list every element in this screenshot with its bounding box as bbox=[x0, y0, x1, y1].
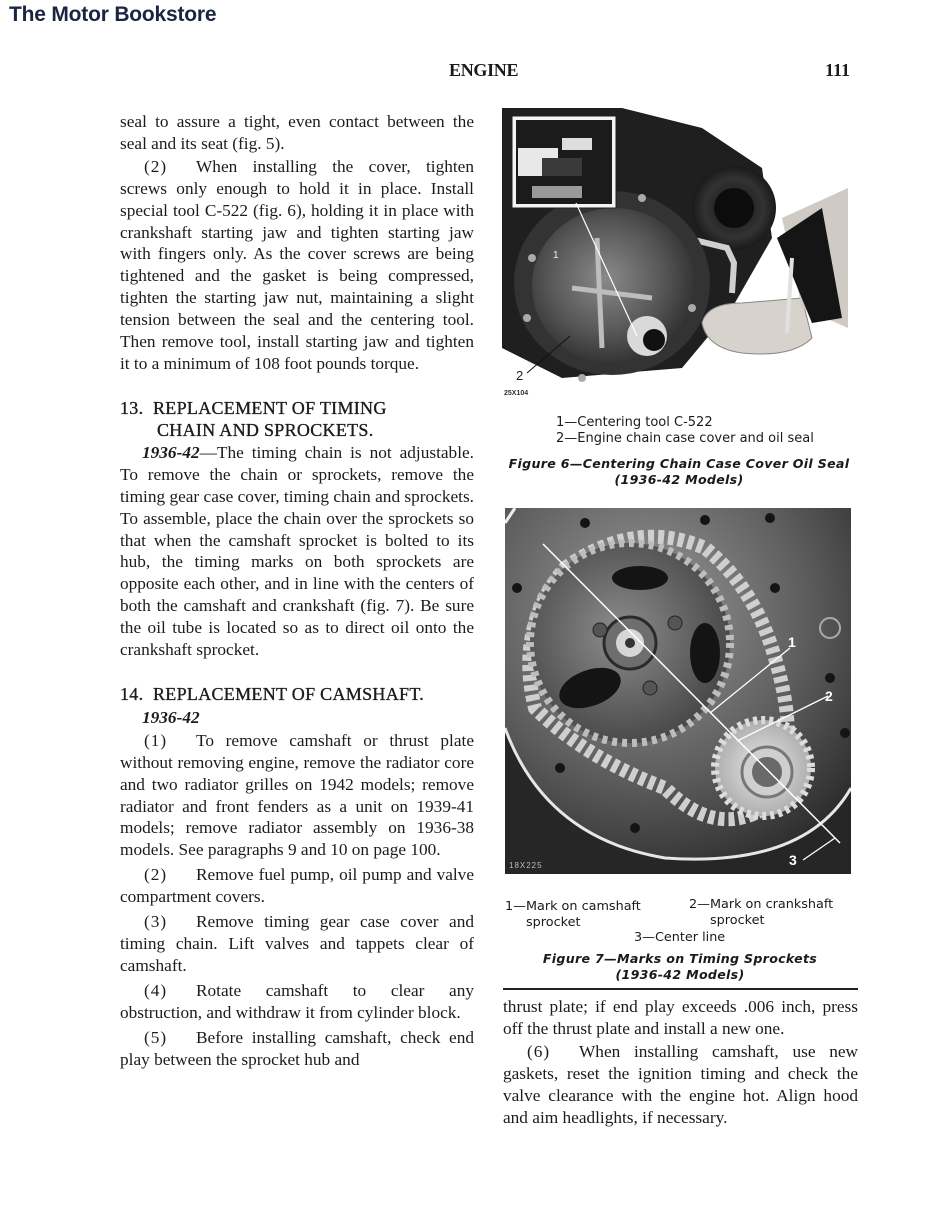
figure-7-photo bbox=[505, 508, 851, 874]
section-14-step-3: (3) Remove timing gear case cover and timing chain. Lift valves and tappets clear of camshaft. bbox=[120, 912, 474, 975]
section-14-heading: 14. REPLACEMENT OF CAMSHAFT. bbox=[120, 683, 425, 704]
figure-7-legend-item-3: 3—Center line bbox=[634, 930, 726, 945]
legend-item-2: 2—Engine chain case cover and oil seal bbox=[556, 431, 814, 446]
figure-7-legend-item-2: 2—Mark on crankshaft sprocket bbox=[689, 897, 834, 928]
timing-sprockets-illustration bbox=[505, 508, 851, 874]
section-14-years: 1936-42 bbox=[142, 707, 200, 727]
figure-6-caption: Figure 6—Centering Chain Case Cover Oil Seal (1936-42 Models) bbox=[508, 456, 850, 487]
legend-item-1: 1—Centering tool C-522 bbox=[556, 415, 713, 430]
site-title: The Motor Bookstore bbox=[9, 3, 217, 26]
engine-cover-photo bbox=[502, 108, 848, 398]
timing-sprockets-photo bbox=[505, 508, 851, 874]
paragraph-step-5-continued: thrust plate; if end play exceeds .006 inch, press off the thrust plate and install a new one. bbox=[503, 997, 858, 1038]
figure-7-legend-item-1: 1—Mark on camshaft sprocket bbox=[505, 899, 641, 930]
section-13-heading-line1: 13. REPLACEMENT OF TIMING bbox=[120, 397, 387, 418]
figure-divider-rule bbox=[503, 988, 858, 990]
section-14-step-1: (1) To remove camshaft or thrust plate without removing engine, remove the radiator core and two radiator grilles on 1942 models; remove radiator and front fenders as a unit on 1939-41 models; remove radiator assembly on 1936-38 models. See paragraphs 9 and 10 on page 100. bbox=[120, 730, 474, 860]
plate-code: 18X225 bbox=[509, 861, 543, 870]
page-number: 111 bbox=[825, 60, 851, 80]
plate-code: 25X104 bbox=[504, 390, 529, 397]
step-text: When installing the cover, tighten screws only enough to hold it in place. Install special tool C-522 (fig. 6), holding it in place with crankshaft starting jaw and tighten starting jaw with fingers only. As the cover screws are being tightened and the gasket is being compressed, tighten the starting jaw nut, maintaining a slight tension between the seal and the centering tool. Then remove tool, install starting jaw and tighten it to a minimum of 108 foot pounds torque. bbox=[120, 156, 474, 373]
section-14-step-4: (4) Rotate camshaft to clear any obstruction, and withdraw it from cylinder block. bbox=[120, 980, 474, 1022]
section-13-years: 1936-42 bbox=[142, 442, 200, 462]
callout-1: 1 bbox=[788, 634, 796, 650]
section-13-heading-line2: CHAIN AND SPROCKETS. bbox=[157, 419, 374, 440]
section-13-text: —The timing chain is not adjustable. To remove the chain or sprockets, remove the timing gear case cover, timing chain and sprockets. To assemble, place the chain over the sprockets so that when the camshaft sprocket is bolted to its hub, the timing marks on both sprockets are opposite each other, and in line with the centers of both the camshaft and crankshaft (fig. 7). Be sure the oil tube is located so as to direct oil onto the crankshaft sprocket. bbox=[120, 442, 474, 660]
section-14-step-2: (2) Remove fuel pump, oil pump and valve compartment covers. bbox=[120, 865, 474, 907]
callout-2: 2 bbox=[825, 688, 833, 704]
callout-1: 1 bbox=[553, 250, 559, 261]
figure-7-caption: Figure 7—Marks on Timing Sprockets (1936-42 Models) bbox=[542, 951, 818, 982]
section-13-heading bbox=[120, 397, 474, 441]
left-column bbox=[120, 111, 474, 1070]
section-13-body bbox=[120, 442, 474, 661]
figure-6-photo bbox=[502, 108, 848, 398]
step-number: (2) bbox=[144, 156, 168, 176]
paragraph-step-2 bbox=[120, 156, 474, 375]
callout-3: 3 bbox=[789, 852, 797, 868]
callout-2: 2 bbox=[516, 368, 524, 383]
running-head: ENGINE bbox=[449, 60, 519, 80]
paragraph-step-6: (6) When installing camshaft, use new gaskets, reset the ignition timing and check the valve clearance with the engine hot. Align hood and aim headlights, if necessary. bbox=[503, 1041, 858, 1127]
paragraph-continued: seal to assure a tight, even contact between the seal and its seat (fig. 5). bbox=[120, 112, 474, 153]
right-column bbox=[503, 996, 858, 1128]
figure-6-legend bbox=[556, 415, 814, 447]
section-14-step-5: (5) Before installing camshaft, check end play between the sprocket hub and bbox=[120, 1027, 474, 1069]
